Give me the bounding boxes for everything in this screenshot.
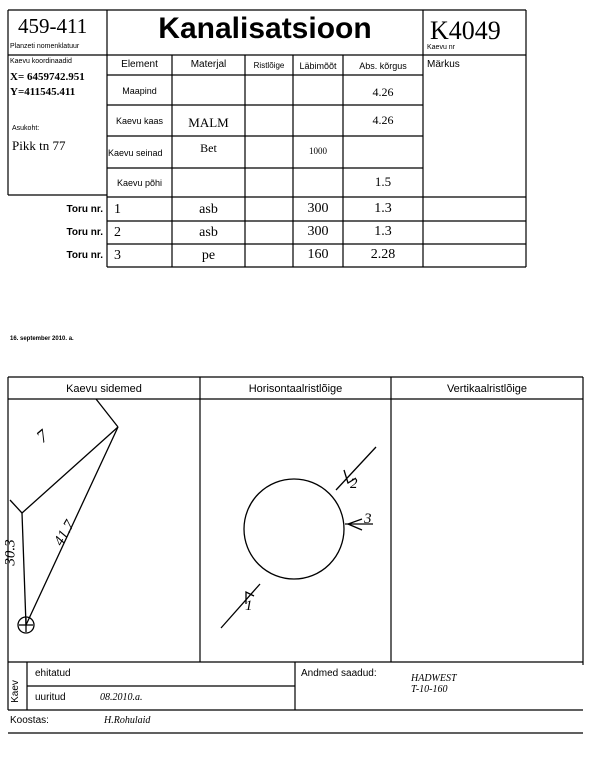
coordinate-x: X= 6459742.951 <box>10 71 85 83</box>
col-header-labimoot: Läbimõõt <box>299 61 337 71</box>
pipe-label-2: Toru nr. <box>66 227 103 238</box>
pipe-label-3: Toru nr. <box>66 250 103 261</box>
well-id: K4049 <box>430 16 501 45</box>
page-title: Kanalisatsioon <box>158 12 372 45</box>
pipe-3-label: 3 <box>364 511 372 527</box>
pipe-material-1: asb <box>199 202 218 217</box>
uuritud-label: uuritud <box>35 692 66 703</box>
row-abs-kaevu-kaas: 4.26 <box>372 113 394 127</box>
pipe-1-label: 1 <box>245 598 253 614</box>
pipe-material-2: asb <box>199 225 218 240</box>
col-header-materjal: Materjal <box>190 59 227 70</box>
uuritud-value: 08.2010.a. <box>100 692 143 703</box>
pipe-nr-1: 1 <box>114 202 121 217</box>
well-circle <box>244 479 344 579</box>
well-id-label: Kaevu nr <box>427 44 456 51</box>
col-header-markus: Märkus <box>427 59 460 70</box>
pipe-label-1: Toru nr. <box>66 204 103 215</box>
pipe-nr-2: 2 <box>114 225 121 240</box>
pipe-diameter-1: 300 <box>307 201 329 216</box>
row-element-kaevu-pohi: Kaevu põhi <box>116 178 163 188</box>
tie-line-a <box>22 427 118 513</box>
dimension-label-b: 30.3 <box>2 539 19 566</box>
section-title-vertical: Vertikaalristlõige <box>446 383 528 395</box>
section-title-well-ties: Kaevu sidemed <box>66 383 142 395</box>
section-title-horizontal: Horisontaalristlõige <box>248 383 343 395</box>
pipe-nr-3: 3 <box>114 248 121 263</box>
pipe-diameter-2: 300 <box>307 224 329 239</box>
tie-line-b <box>22 513 26 625</box>
andmed-line1: HADWEST <box>411 673 457 684</box>
coordinate-y: Y=411545.411 <box>10 86 76 98</box>
col-header-ristloige: Ristlõige <box>253 61 285 70</box>
row-abs-kaevu-pohi: 1.5 <box>374 174 392 189</box>
row-abs-maapind: 4.26 <box>372 85 394 99</box>
pipe-2-label: 2 <box>350 476 358 492</box>
row-material-kaevu-kaas: MALM <box>188 115 229 130</box>
kaev-label: Kaev <box>9 680 21 703</box>
pipe-material-3: pe <box>201 248 216 263</box>
row-element-maapind: Maapind <box>122 86 157 96</box>
row-material-kaevu-seinad: Bet <box>200 141 217 155</box>
coordinates-label: Kaevu koordinaadid <box>10 58 72 65</box>
dimension-label-c: 41.7 <box>51 517 79 549</box>
document-date: 16. september 2010. a. <box>10 336 74 342</box>
ehitatud-label: ehitatud <box>35 668 71 679</box>
col-header-element: Element <box>121 59 158 70</box>
pipe-abs-2: 1.3 <box>374 224 392 239</box>
pipe-diameter-3: 160 <box>307 247 329 262</box>
pipe-abs-3: 2.28 <box>370 247 396 262</box>
nomenclature-label: Planzeti nomenklatuur <box>10 43 80 50</box>
koostas-value: H.Rohulaid <box>104 715 151 726</box>
pipe-abs-1: 1.3 <box>374 201 392 216</box>
dimension-label-a: 7 <box>32 425 53 447</box>
col-header-abs-korgus: Abs. kõrgus <box>359 61 407 71</box>
pipe-1-line <box>221 584 260 628</box>
address-label: Asukoht: <box>12 125 40 132</box>
row-element-kaevu-kaas: Kaevu kaas <box>115 116 164 126</box>
nomenclature-value: 459-411 <box>18 14 88 38</box>
tie-line-top <box>96 399 118 427</box>
row-diameter-kaevu-seinad: 1000 <box>309 146 327 156</box>
row-element-kaevu-seinad: Kaevu seinad <box>108 148 163 158</box>
address-value: Pikk tn 77 <box>12 138 66 153</box>
andmed-line2: T-10-160 <box>411 684 448 695</box>
andmed-label: Andmed saadud: <box>301 668 377 679</box>
koostas-label: Koostas: <box>10 715 49 726</box>
